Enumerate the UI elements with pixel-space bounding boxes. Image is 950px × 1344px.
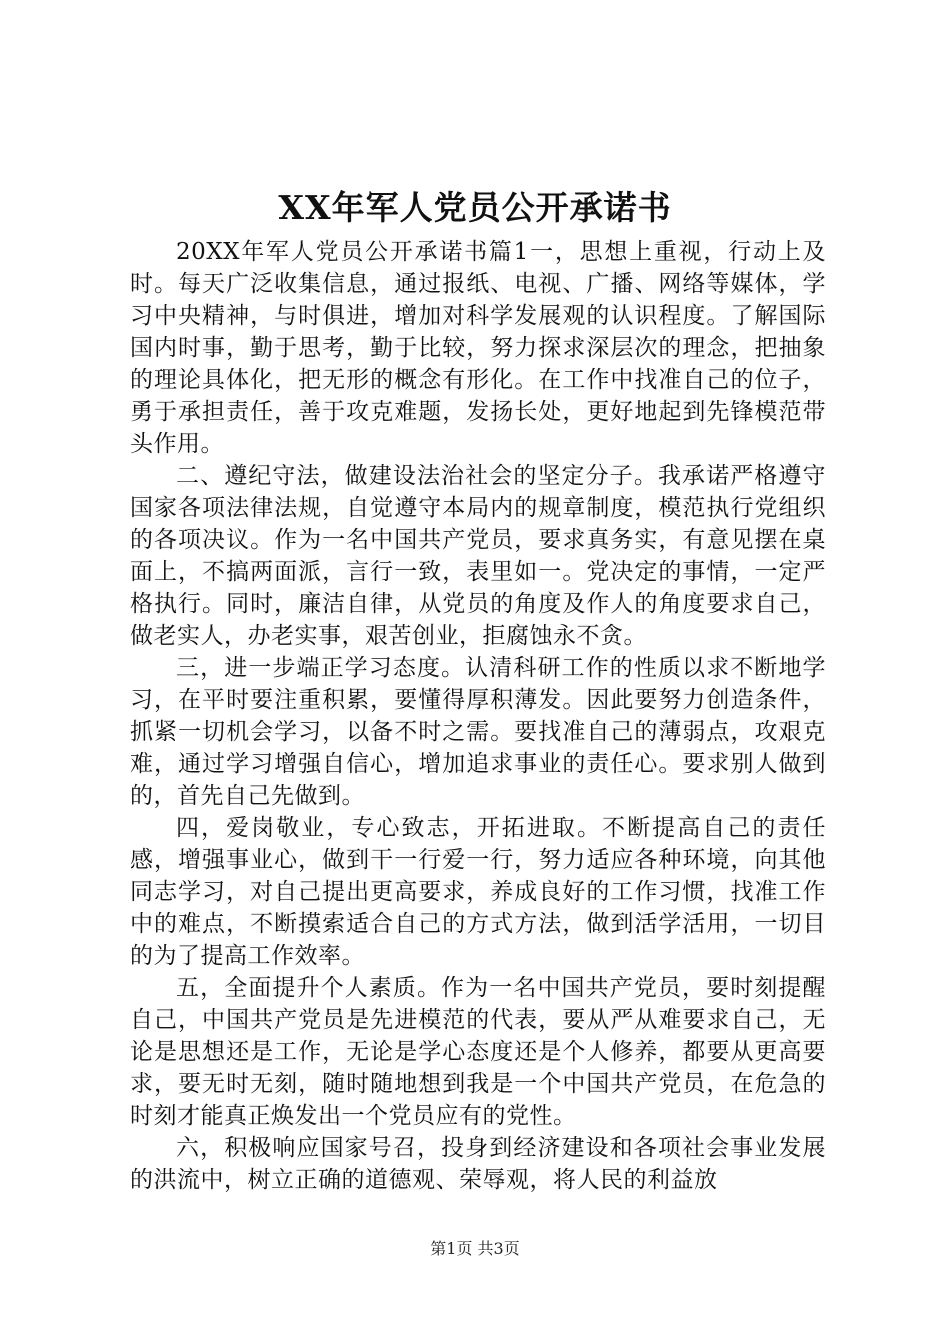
paragraph-3: 三，进一步端正学习态度。认清科研工作的性质以求不断地学习，在平时要注重积累，要懂得厚积薄发。因此要努力创造条件，抓紧一切机会学习，以备不时之需。要找准自己的薄弱点，攻艰克难，通过学习增强自信心，增加追求事业的责任心。要求别人做到的，首先自己先做到。 xyxy=(130,655,826,809)
paragraph-2: 二、遵纪守法，做建设法治社会的坚定分子。我承诺严格遵守国家各项法律法规，自觉遵守本局内的规章制度，模范执行党组织的各项决议。作为一名中国共产党员，要求真务实，有意见摆在桌面上，不搞两面派，言行一致，表里如一。党决定的事情，一定严格执行。同时，廉洁自律，从党员的角度及作人的角度要求自己，做老实人，办老实事，艰苦创业，拒腐蚀永不贪。 xyxy=(130,463,826,649)
paragraph-1: 20XX年军人党员公开承诺书篇1一，思想上重视，行动上及时。每天广泛收集信息，通过报纸、电视、广播、网络等媒体，学习中央精神，与时俱进，增加对科学发展观的认识程度。了解国际国内时事，勤于思考，勤于比较，努力探求深层次的理念，把抽象的理论具体化，把无形的概念有形化。在工作中找准自己的位子，勇于承担责任，善于攻克难题，发扬长处，更好地起到先锋模范带头作用。 xyxy=(130,239,826,457)
paragraph-5: 五，全面提升个人素质。作为一名中国共产党员，要时刻提醒自己，中国共产党员是先进模范的代表，要从严从难要求自己，无论是思想还是工作，无论是学心态度还是个人修养，都要从更高要求，要无时无刻，随时随地想到我是一个中国共产党员，在危急的时刻才能真正焕发出一个党员应有的党性。 xyxy=(130,975,826,1129)
document-body xyxy=(130,236,826,1196)
paragraph-6: 六，积极响应国家号召，投身到经济建设和各项社会事业发展的洪流中，树立正确的道德观、荣辱观，将人民的利益放 xyxy=(130,1135,826,1193)
paragraph-4: 四，爱岗敬业，专心致志，开拓进取。不断提高自己的责任感，增强事业心，做到干一行爱一行，努力适应各种环境，向其他同志学习，对自己提出更高要求，养成良好的工作习惯，找准工作中的难点，不断摸索适合自己的方式方法，做到活学活用，一切目的为了提高工作效率。 xyxy=(130,815,826,969)
document-title: XX年军人党员公开承诺书 xyxy=(278,188,672,227)
page-number-footer: 第1页 共3页 xyxy=(430,1239,520,1258)
